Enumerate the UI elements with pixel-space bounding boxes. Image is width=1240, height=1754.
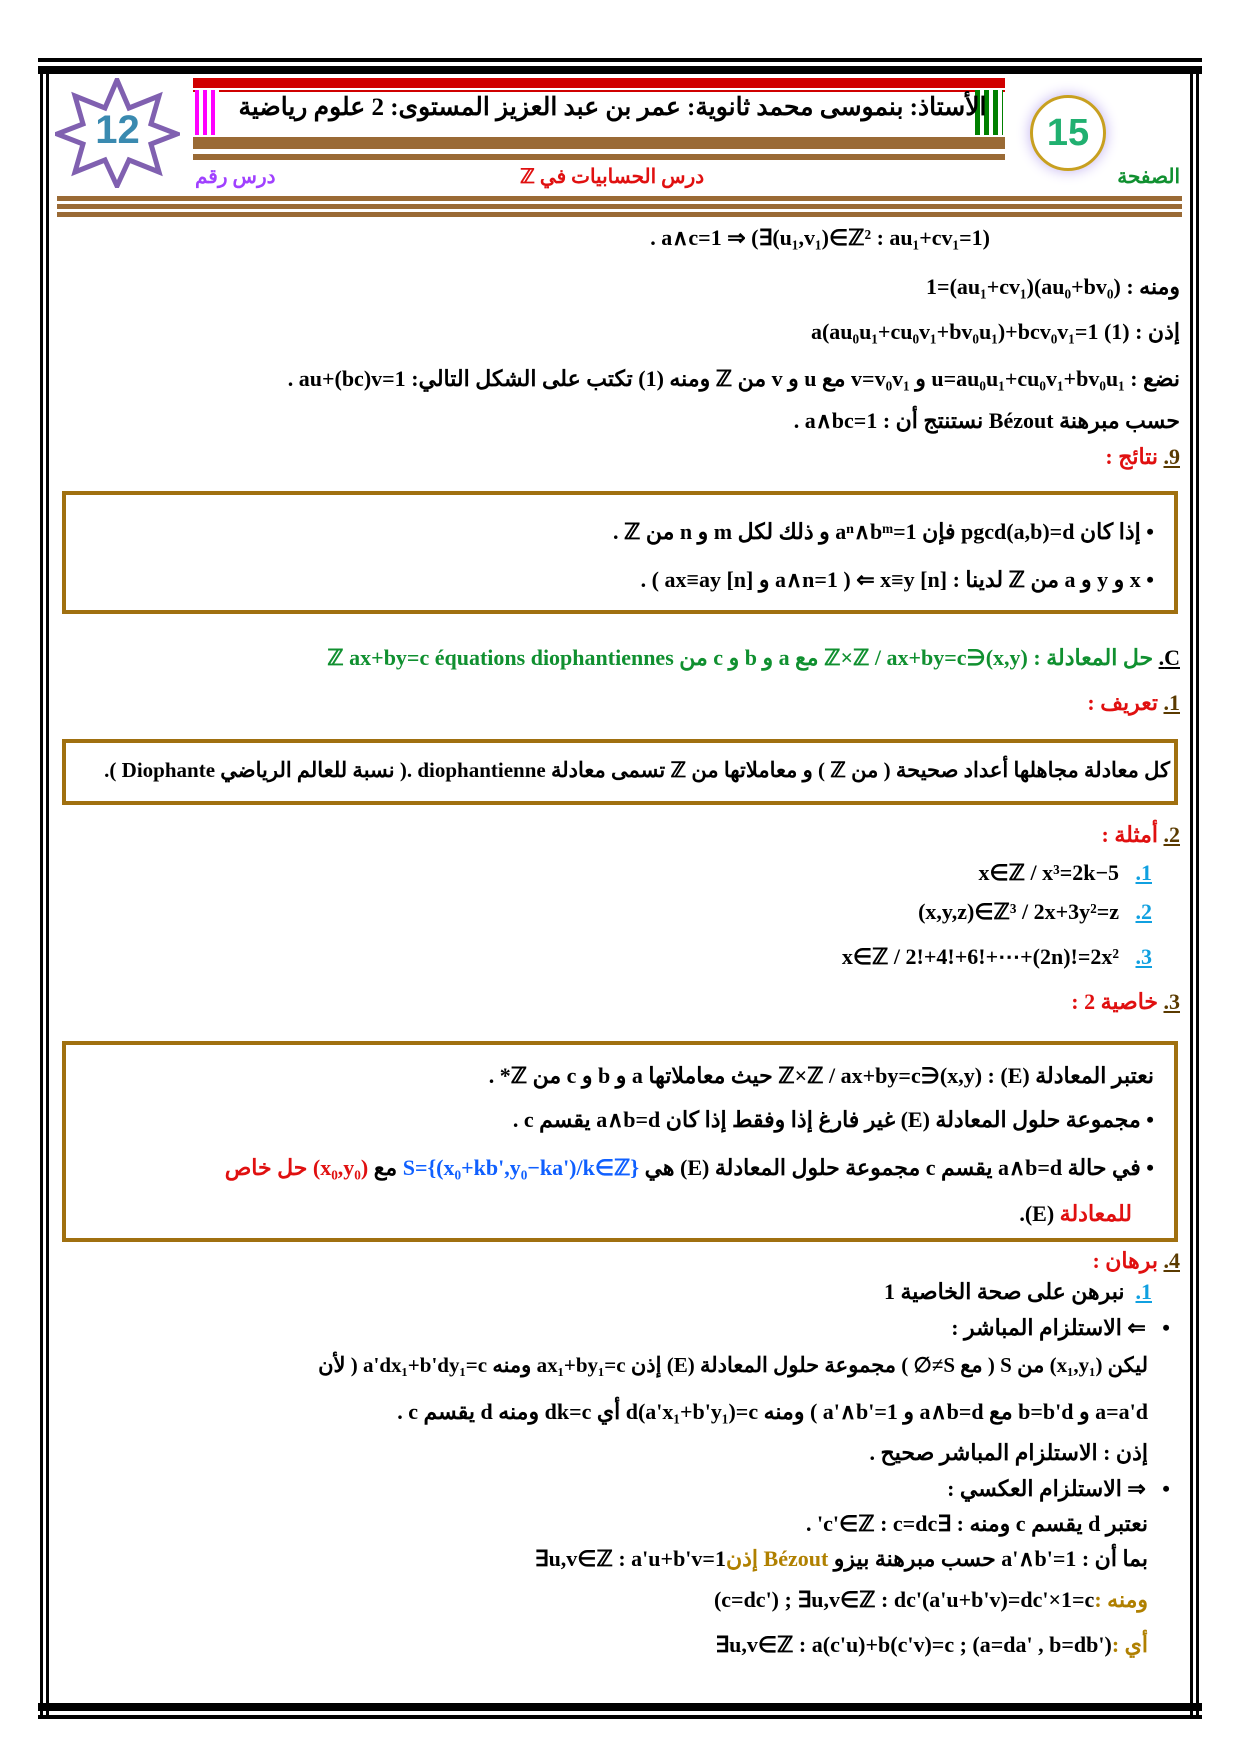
border-line [38,66,1202,74]
result-item: • x و y و a من ℤ لدينا : x≡y [n] ⇐ ( a∧n=1 و ax≡ay [n] ) . [640,567,1154,592]
lesson-title: درس الحسابيات في ℤ [520,166,705,188]
section-title: حل المعادلة : (x,y)∈ℤ×ℤ / ax+by=c مع a و b و c من ℤ ax+by=c équations diophantiennes [327,645,1154,670]
property-text: (E). [1019,1201,1060,1226]
section-number: 2. [1163,822,1180,847]
lesson-number-label: درس رقم [195,166,276,188]
section-number: C. [1158,645,1180,670]
proof-line [60,1632,1148,1658]
property-text: للمعادلة [1059,1201,1132,1226]
proof-text: ⇐ الاستلزام المباشر : [951,1315,1146,1340]
example-number: 1. [1135,860,1152,885]
property-line: • مجموعة حلول المعادلة (E) غير فارغ إذا وفقط إذا كان a∧b=d يقسم c . [512,1107,1154,1132]
definition-box [62,739,1178,805]
results-box [62,491,1178,614]
example-text: x∈ℤ / 2!+4!+6!+⋯+(2n)!=2x² [841,944,1119,969]
section-9-heading [1105,444,1180,470]
proof-text: ⇒ الاستلزام العكسي : [947,1476,1146,1501]
border-line [38,1703,1202,1711]
section-3-heading [1071,989,1180,1015]
proof-text: ∃u,v∈ℤ : a'u+b'v=1 [529,1546,726,1571]
section-title: خاصية 2 : [1071,989,1158,1014]
page-label: الصفحة [1117,166,1180,188]
section-4-heading [1092,1248,1180,1274]
example-number: 2. [1135,899,1152,924]
proof-text: أي : [1111,1632,1148,1657]
proof-line: • ⇒ الاستلزام العكسي : [947,1476,1170,1501]
border-line [1190,72,1193,1717]
section-title: برهان : [1092,1248,1158,1273]
section-number: 4. [1163,1248,1180,1273]
section-title: نتائج : [1105,444,1158,469]
example-text: (x,y,z)∈ℤ³ / 2x+3y²=z [918,899,1119,924]
proof-line [60,1587,1148,1613]
property-text: مع [368,1155,403,1180]
border-line [1196,72,1199,1717]
text-line: نضع : u=au₀u₁+cu₀v₁+bv₀u₁ و v=v₀v₁ مع u و v من ℤ ومنه (1) تكتب على الشكل التالي: au+(bc)v=1 . [287,366,1180,391]
header-teacher: الأستاذ: بنموسى محمد ثانوية: عمر بن عبد العزيز المستوى: 2 علوم رياضية [238,94,987,121]
section-number: 1. [1163,690,1180,715]
lesson-number: 12 [95,108,140,152]
section-c-heading [327,645,1180,671]
proof-line: إذن : الاستلزام المباشر صحيح . [869,1440,1148,1465]
section-2-heading [1102,822,1180,848]
property-box [62,1041,1178,1242]
proof-line: • ⇐ الاستلزام المباشر : [951,1315,1170,1340]
proof-line [60,1279,1152,1305]
proof-text: (c=dc') ; ∃u,v∈ℤ : dc'(a'u+b'v)=dc'×1=c [708,1587,1095,1612]
proof-number: 1. [1135,1279,1152,1304]
section-number: 3. [1163,989,1180,1014]
property-text: مجموعة حلول المعادلة (E) غير فارغ إذا وفقط إذا كان a∧b=d يقسم c . [512,1107,1141,1132]
example-number: 3. [1135,944,1152,969]
text-line: ومنه : (au₀+bv₀)(au₁+cv₁)=1 [926,274,1180,299]
proof-text: بما أن : a'∧b'=1 حسب مبرهنة بيزو [828,1546,1148,1571]
property-text: في حالة a∧b=d يقسم c مجموعة حلول المعادلة (E) هي [639,1155,1141,1180]
border-line [38,58,1202,62]
example-text: x∈ℤ / x³=2k−5 [978,860,1119,885]
section-1-heading [1087,690,1180,716]
definition-text: كل معادلة مجاهلها أعداد صحيحة ( من ℤ ) و معاملاتها من ℤ تسمى معادلة diophantienne .( نسبة للعالم الرياضي Diophante ). [104,758,1170,782]
text-line: a∧c=1 ⇒ (∃(u₁,v₁)∈ℤ² : au₁+cv₁=1) . [650,225,990,250]
text-line: إذن : a(au₀u₁+cu₀v₁+bv₀u₁)+bcv₀v₁=1 (1) [810,319,1180,344]
result-text: x و y و a من ℤ لدينا : x≡y [n] ⇐ ( a∧n=1 و ax≡ay [n] ) . [640,567,1141,592]
proof-line [60,1546,1148,1572]
example-item [60,899,1152,925]
property-line: نعتبر المعادلة (E) : (x,y)∈ℤ×ℤ / ax+by=c حيث معاملاتها a و b و c من ℤ* . [488,1063,1154,1088]
border-line [46,72,49,1717]
proof-line: a=a'd و b=b'd مع a∧b=d و a'∧b'=1 ) ومنه d(a'x₁+b'y₁)=c أي dk=c ومنه d يقسم c . [397,1399,1148,1424]
example-item [60,860,1152,886]
particular-solution: (x₀,y₀) حل خاص [224,1155,369,1180]
proof-line: نعتبر d يقسم c ومنه : ∃c'∈ℤ : c=dc' . [806,1511,1148,1536]
text-line: حسب مبرهنة Bézout نستنتج أن : a∧bc=1 . [793,408,1180,433]
proof-text: ∃u,v∈ℤ : a(c'u)+b(c'v)=c ; (a=da' , b=db') [709,1632,1112,1657]
example-item [60,944,1152,970]
page-number: 15 [1030,95,1106,171]
section-title: أمثلة : [1101,822,1158,847]
proof-text: ومنه : [1094,1587,1148,1612]
section-title: تعريف : [1087,690,1158,715]
property-line [86,1201,1132,1227]
border-line [38,1715,1202,1719]
proof-line: ليكن (x₁,y₁) من S ( مع S≠∅ ) مجموعة حلول المعادلة (E) إذن ax₁+by₁=c ومنه a'dx₁+b'dy₁=c ( لأن [318,1353,1148,1377]
property-line: • في حالة a∧b=d يقسم c مجموعة حلول المعادلة (E) هي S={(x₀+kb',y₀−ka')/k∈ℤ} مع (x₀,y₀) حل خاص [224,1155,1154,1180]
proof-text: Bézout إذن [725,1546,829,1571]
proof-text: نبرهن على صحة الخاصية 1 [883,1279,1125,1304]
solution-set: S={(x₀+kb',y₀−ka')/k∈ℤ} [402,1155,640,1180]
result-item: • إذا كان pgcd(a,b)=d فإن aⁿ∧bᵐ=1 و ذلك لكل m و n من ℤ . [612,519,1154,544]
section-number: 9. [1163,444,1180,469]
border-line [40,72,43,1717]
result-text: إذا كان pgcd(a,b)=d فإن aⁿ∧bᵐ=1 و ذلك لكل m و n من ℤ . [612,519,1141,544]
